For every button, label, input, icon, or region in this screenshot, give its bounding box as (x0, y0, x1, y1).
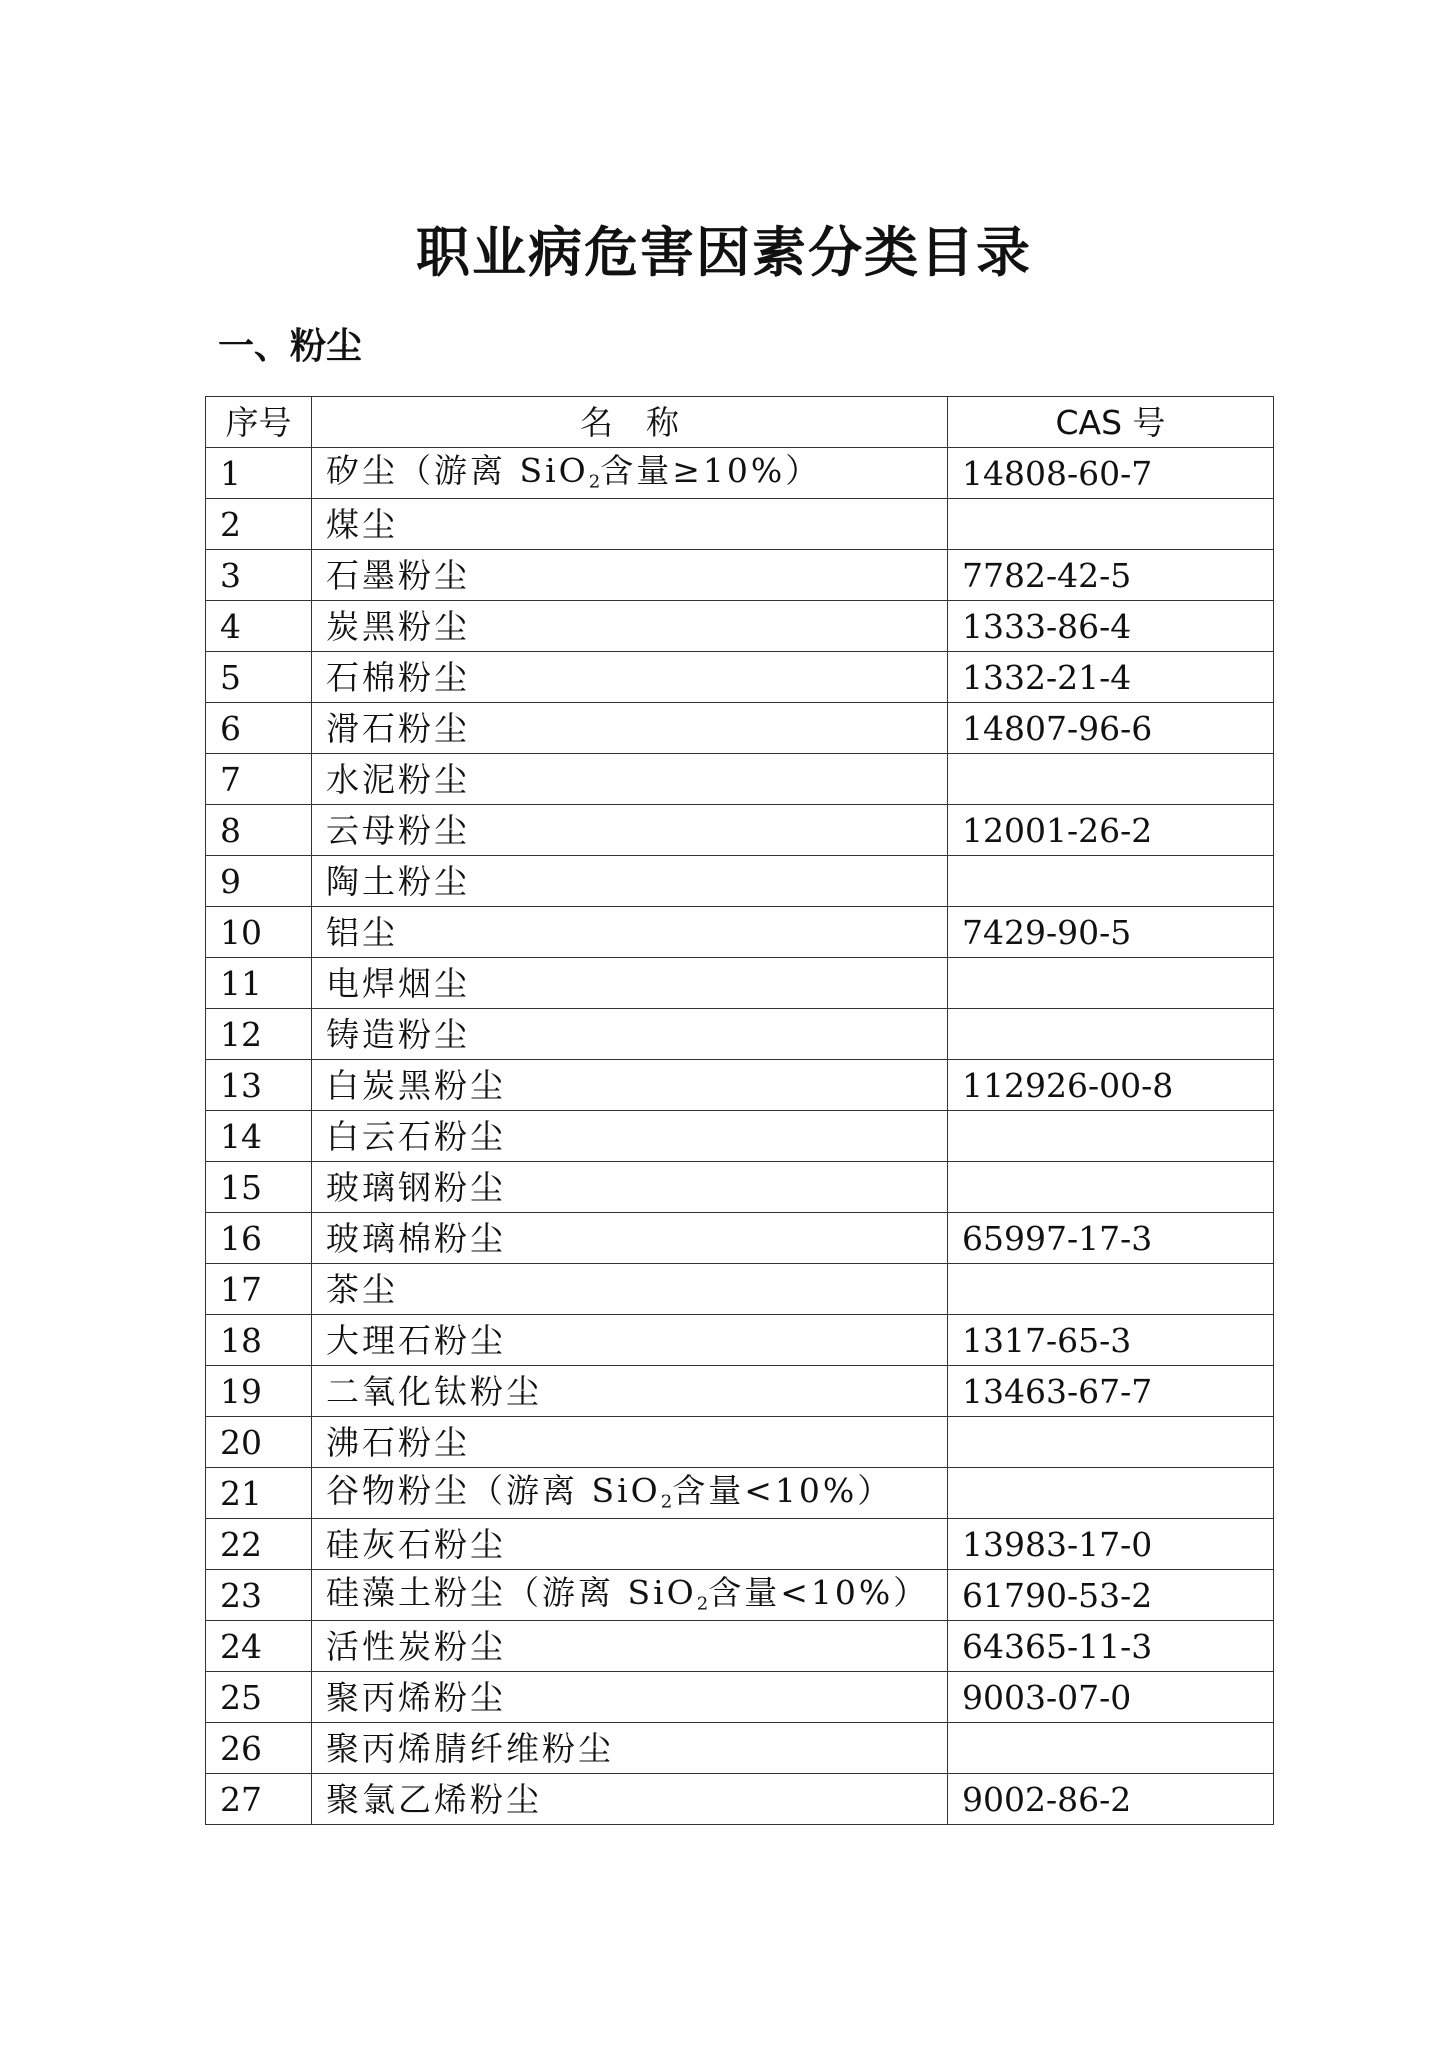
row-number: 2 (206, 499, 312, 550)
header-name: 名 称 (312, 397, 948, 448)
row-name: 炭黑粉尘 (312, 601, 948, 652)
header-number: 序号 (206, 397, 312, 448)
row-name: 铝尘 (312, 907, 948, 958)
row-name: 煤尘 (312, 499, 948, 550)
row-number: 4 (206, 601, 312, 652)
row-name (312, 448, 948, 499)
row-number: 10 (206, 907, 312, 958)
row-cas: 7429-90-5 (948, 907, 1274, 958)
row-name: 滑石粉尘 (312, 703, 948, 754)
row-number: 14 (206, 1111, 312, 1162)
row-number: 20 (206, 1417, 312, 1468)
table-row (206, 1060, 1274, 1111)
row-number: 5 (206, 652, 312, 703)
row-name: 白炭黑粉尘 (312, 1060, 948, 1111)
table-row (206, 1264, 1274, 1315)
row-cas (948, 1009, 1274, 1060)
table-row (206, 652, 1274, 703)
table-row (206, 1723, 1274, 1774)
row-number: 19 (206, 1366, 312, 1417)
table-row (206, 958, 1274, 1009)
table-row (206, 1162, 1274, 1213)
hazard-table (205, 396, 1274, 1825)
row-cas: 61790-53-2 (948, 1570, 1274, 1621)
table-row (206, 1111, 1274, 1162)
table-row (206, 1672, 1274, 1723)
table-row (206, 601, 1274, 652)
table-row (206, 1468, 1274, 1519)
row-number: 15 (206, 1162, 312, 1213)
row-cas (948, 499, 1274, 550)
table-row (206, 805, 1274, 856)
table-row (206, 1621, 1274, 1672)
row-name-suffix: 含量≥10%） (600, 451, 822, 491)
row-cas: 14808-60-7 (948, 448, 1274, 499)
row-name-suffix: 含量<10%） (708, 1573, 930, 1613)
table-header-row (206, 397, 1274, 448)
row-name: 陶土粉尘 (312, 856, 948, 907)
row-number: 8 (206, 805, 312, 856)
row-cas (948, 856, 1274, 907)
row-name-text: 矽尘（游离 SiO (326, 451, 589, 491)
row-name: 茶尘 (312, 1264, 948, 1315)
row-number: 17 (206, 1264, 312, 1315)
row-name: 玻璃棉粉尘 (312, 1213, 948, 1264)
row-cas (948, 754, 1274, 805)
row-number: 27 (206, 1774, 312, 1825)
row-name: 水泥粉尘 (312, 754, 948, 805)
row-number: 24 (206, 1621, 312, 1672)
row-cas (948, 1468, 1274, 1519)
row-number: 11 (206, 958, 312, 1009)
row-number: 7 (206, 754, 312, 805)
table-row (206, 1774, 1274, 1825)
table-row (206, 856, 1274, 907)
row-cas (948, 958, 1274, 1009)
row-cas: 9002-86-2 (948, 1774, 1274, 1825)
row-name-text: 硅藻土粉尘（游离 SiO (326, 1573, 697, 1613)
row-name-subscript: 2 (696, 1593, 709, 1615)
row-cas: 7782-42-5 (948, 550, 1274, 601)
row-cas: 1332-21-4 (948, 652, 1274, 703)
row-cas (948, 1162, 1274, 1213)
row-number: 22 (206, 1519, 312, 1570)
table-row (206, 1570, 1274, 1621)
row-name: 聚氯乙烯粉尘 (312, 1774, 948, 1825)
row-name: 铸造粉尘 (312, 1009, 948, 1060)
row-cas: 64365-11-3 (948, 1621, 1274, 1672)
row-cas: 12001-26-2 (948, 805, 1274, 856)
row-number: 18 (206, 1315, 312, 1366)
table-row (206, 499, 1274, 550)
row-name: 硅灰石粉尘 (312, 1519, 948, 1570)
table-row (206, 448, 1274, 499)
section-heading: 一、粉尘 (218, 326, 363, 367)
page-title: 职业病危害因素分类目录 (416, 221, 1032, 284)
row-cas: 65997-17-3 (948, 1213, 1274, 1264)
row-name: 聚丙烯腈纤维粉尘 (312, 1723, 948, 1774)
row-name: 活性炭粉尘 (312, 1621, 948, 1672)
row-cas: 13463-67-7 (948, 1366, 1274, 1417)
row-name: 云母粉尘 (312, 805, 948, 856)
row-number: 23 (206, 1570, 312, 1621)
table-body (206, 448, 1274, 1825)
table-row (206, 550, 1274, 601)
row-number: 25 (206, 1672, 312, 1723)
table-row (206, 907, 1274, 958)
row-number: 13 (206, 1060, 312, 1111)
table-row (206, 1519, 1274, 1570)
row-name: 石墨粉尘 (312, 550, 948, 601)
row-number: 6 (206, 703, 312, 754)
row-number: 21 (206, 1468, 312, 1519)
row-cas: 112926-00-8 (948, 1060, 1274, 1111)
row-number: 26 (206, 1723, 312, 1774)
row-cas (948, 1723, 1274, 1774)
row-name: 二氧化钛粉尘 (312, 1366, 948, 1417)
table-row (206, 1315, 1274, 1366)
table-row (206, 703, 1274, 754)
table-row (206, 1417, 1274, 1468)
table-row (206, 1213, 1274, 1264)
row-cas (948, 1264, 1274, 1315)
row-name: 大理石粉尘 (312, 1315, 948, 1366)
row-cas: 14807-96-6 (948, 703, 1274, 754)
table-row (206, 1366, 1274, 1417)
row-name (312, 1570, 948, 1621)
row-name: 沸石粉尘 (312, 1417, 948, 1468)
row-number: 12 (206, 1009, 312, 1060)
row-cas: 1317-65-3 (948, 1315, 1274, 1366)
row-number: 1 (206, 448, 312, 499)
row-name: 玻璃钢粉尘 (312, 1162, 948, 1213)
row-number: 9 (206, 856, 312, 907)
table-row (206, 754, 1274, 805)
row-cas (948, 1417, 1274, 1468)
row-name-subscript: 2 (660, 1491, 673, 1513)
row-cas: 13983-17-0 (948, 1519, 1274, 1570)
row-name-text: 谷物粉尘（游离 SiO (326, 1471, 661, 1511)
row-number: 3 (206, 550, 312, 601)
row-cas: 1333-86-4 (948, 601, 1274, 652)
row-name-suffix: 含量<10%） (672, 1471, 894, 1511)
header-cas: CAS 号 (948, 397, 1274, 448)
row-name: 白云石粉尘 (312, 1111, 948, 1162)
table-row (206, 1009, 1274, 1060)
row-name (312, 1468, 948, 1519)
row-cas (948, 1111, 1274, 1162)
row-number: 16 (206, 1213, 312, 1264)
row-name: 电焊烟尘 (312, 958, 948, 1009)
row-name: 聚丙烯粉尘 (312, 1672, 948, 1723)
row-name-subscript: 2 (588, 471, 601, 493)
row-cas: 9003-07-0 (948, 1672, 1274, 1723)
row-name: 石棉粉尘 (312, 652, 948, 703)
